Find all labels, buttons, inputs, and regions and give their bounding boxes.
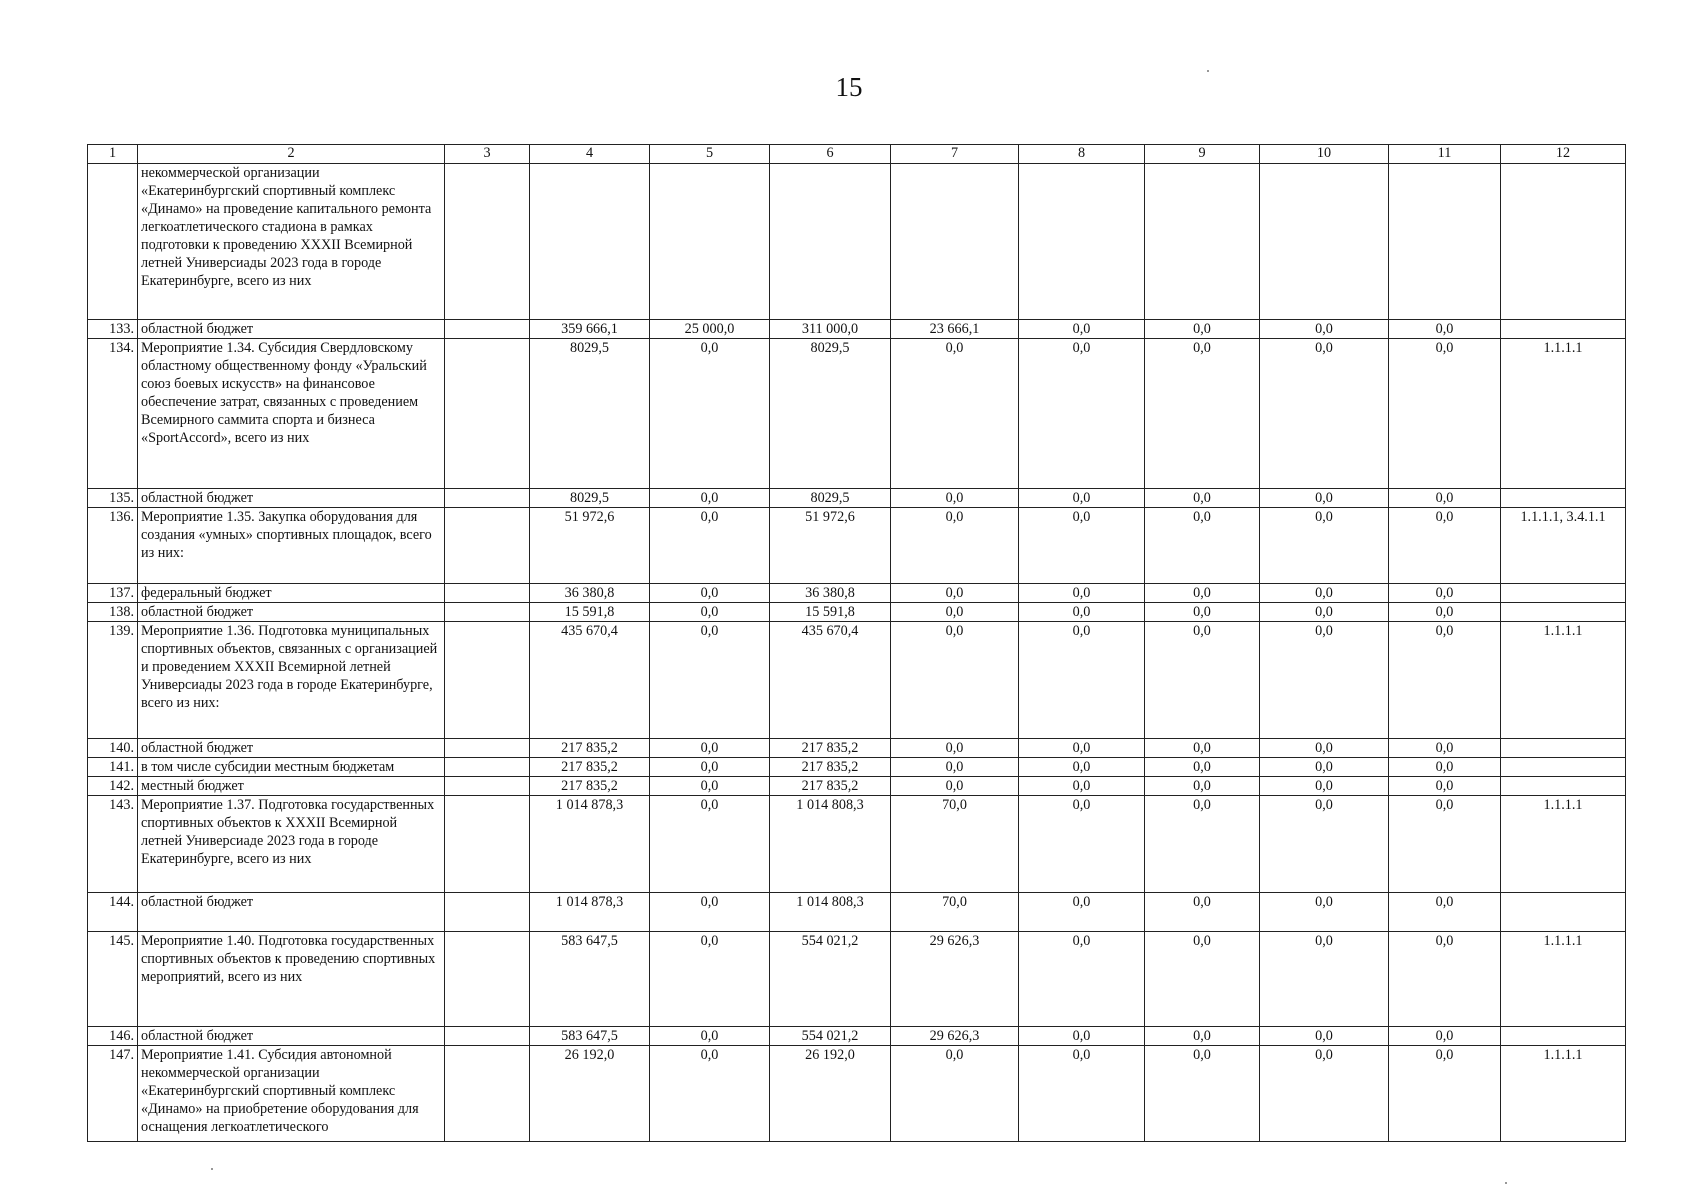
item-name-cell: областной бюджет — [138, 320, 445, 339]
year-2025-cell: 0,0 — [1389, 739, 1501, 758]
total-cell: 1 014 878,3 — [530, 796, 650, 893]
target-ref-cell: 1.1.1.1 — [1501, 1046, 1626, 1142]
header-cell: 4 — [530, 145, 650, 164]
year-2023-cell: 0,0 — [1145, 339, 1260, 489]
table-row — [88, 320, 1626, 339]
row-number-cell: 137. — [88, 584, 138, 603]
header-cell: 11 — [1389, 145, 1501, 164]
year-2022-cell: 0,0 — [1019, 758, 1145, 777]
year-2023-cell: 0,0 — [1145, 739, 1260, 758]
year-2019-cell: 0,0 — [650, 777, 770, 796]
year-2025-cell: 0,0 — [1389, 758, 1501, 777]
year-2021-cell: 0,0 — [891, 489, 1019, 508]
item-name-cell: Мероприятие 1.41. Субсидия автономной некоммерческой организации «Екатеринбургский спортивный комплекс «Динамо» на приобретение оборудования для оснащения легкоатлетического — [138, 1046, 445, 1142]
year-2019-cell: 0,0 — [650, 603, 770, 622]
year-2020-cell: 217 835,2 — [770, 758, 891, 777]
header-cell: 2 — [138, 145, 445, 164]
row-number-cell: 147. — [88, 1046, 138, 1142]
scan-speck — [1207, 70, 1209, 72]
col3-cell — [445, 622, 530, 739]
year-2019-cell: 0,0 — [650, 796, 770, 893]
year-2021-cell: 0,0 — [891, 758, 1019, 777]
target-ref-cell — [1501, 893, 1626, 932]
col3-cell — [445, 739, 530, 758]
year-2019-cell — [650, 164, 770, 320]
year-2024-cell — [1260, 164, 1389, 320]
year-2021-cell — [891, 164, 1019, 320]
year-2020-cell: 8029,5 — [770, 339, 891, 489]
scan-speck — [1505, 1182, 1507, 1184]
year-2020-cell: 1 014 808,3 — [770, 893, 891, 932]
table-row — [88, 777, 1626, 796]
total-cell: 583 647,5 — [530, 1027, 650, 1046]
item-name-cell: федеральный бюджет — [138, 584, 445, 603]
year-2023-cell: 0,0 — [1145, 1027, 1260, 1046]
year-2024-cell: 0,0 — [1260, 758, 1389, 777]
year-2025-cell: 0,0 — [1389, 1046, 1501, 1142]
header-cell: 12 — [1501, 145, 1626, 164]
year-2022-cell: 0,0 — [1019, 489, 1145, 508]
year-2020-cell: 217 835,2 — [770, 739, 891, 758]
total-cell: 583 647,5 — [530, 932, 650, 1027]
year-2020-cell: 36 380,8 — [770, 584, 891, 603]
year-2021-cell: 0,0 — [891, 584, 1019, 603]
table-row — [88, 1046, 1626, 1142]
year-2023-cell: 0,0 — [1145, 1046, 1260, 1142]
year-2025-cell — [1389, 164, 1501, 320]
target-ref-cell — [1501, 603, 1626, 622]
total-cell: 359 666,1 — [530, 320, 650, 339]
year-2022-cell: 0,0 — [1019, 584, 1145, 603]
header-cell: 10 — [1260, 145, 1389, 164]
year-2022-cell: 0,0 — [1019, 777, 1145, 796]
total-cell: 8029,5 — [530, 489, 650, 508]
year-2020-cell: 15 591,8 — [770, 603, 891, 622]
item-name-cell: областной бюджет — [138, 1027, 445, 1046]
table-row — [88, 584, 1626, 603]
total-cell: 15 591,8 — [530, 603, 650, 622]
item-name-cell: Мероприятие 1.34. Субсидия Свердловскому областному общественному фонду «Уральский союз боевых искусств» на финансовое обеспечение затрат, связанных с проведением Всемирного саммита спорта и бизнеса «SportAccord», всего из них — [138, 339, 445, 489]
table-row — [88, 622, 1626, 739]
item-name-cell: Мероприятие 1.35. Закупка оборудования для создания «умных» спортивных площадок, всего из них: — [138, 508, 445, 584]
year-2019-cell: 0,0 — [650, 339, 770, 489]
target-ref-cell — [1501, 777, 1626, 796]
year-2020-cell: 217 835,2 — [770, 777, 891, 796]
year-2023-cell: 0,0 — [1145, 489, 1260, 508]
row-number-cell: 146. — [88, 1027, 138, 1046]
table-row — [88, 339, 1626, 489]
header-cell: 7 — [891, 145, 1019, 164]
year-2021-cell: 0,0 — [891, 603, 1019, 622]
item-name-cell: областной бюджет — [138, 489, 445, 508]
year-2022-cell: 0,0 — [1019, 893, 1145, 932]
year-2019-cell: 0,0 — [650, 1027, 770, 1046]
target-ref-cell — [1501, 1027, 1626, 1046]
year-2024-cell: 0,0 — [1260, 1046, 1389, 1142]
year-2024-cell: 0,0 — [1260, 339, 1389, 489]
row-number-cell: 139. — [88, 622, 138, 739]
year-2020-cell: 311 000,0 — [770, 320, 891, 339]
year-2020-cell: 1 014 808,3 — [770, 796, 891, 893]
item-name-cell: некоммерческой организации «Екатеринбургский спортивный комплекс «Динамо» на проведение капитального ремонта легкоатлетического стадиона в рамках подготовки к проведению XXXII Всемирной летней Универсиады 2023 года в городе Екатеринбурге, всего из них — [138, 164, 445, 320]
row-number-cell: 143. — [88, 796, 138, 893]
col3-cell — [445, 1027, 530, 1046]
year-2021-cell: 0,0 — [891, 1046, 1019, 1142]
row-number-cell: 141. — [88, 758, 138, 777]
col3-cell — [445, 796, 530, 893]
item-name-cell: Мероприятие 1.40. Подготовка государственных спортивных объектов к проведению спортивных мероприятий, всего из них — [138, 932, 445, 1027]
year-2022-cell: 0,0 — [1019, 1046, 1145, 1142]
header-cell: 3 — [445, 145, 530, 164]
page-number: 15 — [835, 72, 863, 102]
target-ref-cell — [1501, 320, 1626, 339]
year-2023-cell: 0,0 — [1145, 796, 1260, 893]
table-body — [88, 145, 1626, 1142]
total-cell: 1 014 878,3 — [530, 893, 650, 932]
col3-cell — [445, 1046, 530, 1142]
year-2022-cell: 0,0 — [1019, 320, 1145, 339]
col3-cell — [445, 489, 530, 508]
year-2021-cell: 29 626,3 — [891, 1027, 1019, 1046]
col3-cell — [445, 603, 530, 622]
year-2021-cell: 0,0 — [891, 777, 1019, 796]
year-2025-cell: 0,0 — [1389, 320, 1501, 339]
target-ref-cell: 1.1.1.1 — [1501, 622, 1626, 739]
row-number-cell: 138. — [88, 603, 138, 622]
year-2023-cell: 0,0 — [1145, 893, 1260, 932]
year-2022-cell: 0,0 — [1019, 1027, 1145, 1046]
total-cell: 26 192,0 — [530, 1046, 650, 1142]
header-cell: 8 — [1019, 145, 1145, 164]
year-2023-cell — [1145, 164, 1260, 320]
year-2021-cell: 23 666,1 — [891, 320, 1019, 339]
item-name-cell: Мероприятие 1.37. Подготовка государственных спортивных объектов к XXXII Всемирной летней Универсиаде 2023 года в городе Екатеринбурге, всего из них — [138, 796, 445, 893]
year-2023-cell: 0,0 — [1145, 758, 1260, 777]
year-2021-cell: 0,0 — [891, 508, 1019, 584]
table-row — [88, 758, 1626, 777]
col3-cell — [445, 584, 530, 603]
year-2022-cell: 0,0 — [1019, 932, 1145, 1027]
header-row — [88, 145, 1626, 164]
year-2019-cell: 25 000,0 — [650, 320, 770, 339]
year-2024-cell: 0,0 — [1260, 777, 1389, 796]
year-2025-cell: 0,0 — [1389, 932, 1501, 1027]
year-2024-cell: 0,0 — [1260, 320, 1389, 339]
year-2020-cell: 554 021,2 — [770, 1027, 891, 1046]
item-name-cell: в том числе субсидии местным бюджетам — [138, 758, 445, 777]
total-cell: 51 972,6 — [530, 508, 650, 584]
target-ref-cell — [1501, 584, 1626, 603]
year-2024-cell: 0,0 — [1260, 584, 1389, 603]
year-2021-cell: 0,0 — [891, 339, 1019, 489]
year-2019-cell: 0,0 — [650, 758, 770, 777]
table-row — [88, 508, 1626, 584]
item-name-cell: местный бюджет — [138, 777, 445, 796]
target-ref-cell — [1501, 164, 1626, 320]
year-2025-cell: 0,0 — [1389, 339, 1501, 489]
year-2021-cell: 70,0 — [891, 893, 1019, 932]
year-2022-cell: 0,0 — [1019, 508, 1145, 584]
col3-cell — [445, 932, 530, 1027]
col3-cell — [445, 164, 530, 320]
target-ref-cell: 1.1.1.1 — [1501, 796, 1626, 893]
target-ref-cell: 1.1.1.1 — [1501, 932, 1626, 1027]
year-2025-cell: 0,0 — [1389, 508, 1501, 584]
row-number-cell: 140. — [88, 739, 138, 758]
col3-cell — [445, 777, 530, 796]
scan-speck — [211, 1168, 213, 1170]
col3-cell — [445, 339, 530, 489]
row-number-cell: 144. — [88, 893, 138, 932]
year-2025-cell: 0,0 — [1389, 1027, 1501, 1046]
year-2023-cell: 0,0 — [1145, 603, 1260, 622]
year-2024-cell: 0,0 — [1260, 893, 1389, 932]
row-number-cell: 135. — [88, 489, 138, 508]
item-name-cell: Мероприятие 1.36. Подготовка муниципальных спортивных объектов, связанных с организацией и проведением XXXII Всемирной летней Универсиады 2023 года в городе Екатеринбурге, всего из них: — [138, 622, 445, 739]
total-cell: 435 670,4 — [530, 622, 650, 739]
year-2019-cell: 0,0 — [650, 932, 770, 1027]
year-2019-cell: 0,0 — [650, 508, 770, 584]
year-2021-cell: 0,0 — [891, 739, 1019, 758]
year-2020-cell: 8029,5 — [770, 489, 891, 508]
year-2024-cell: 0,0 — [1260, 508, 1389, 584]
year-2025-cell: 0,0 — [1389, 622, 1501, 739]
row-number-cell: 145. — [88, 932, 138, 1027]
row-number-cell: 133. — [88, 320, 138, 339]
year-2021-cell: 70,0 — [891, 796, 1019, 893]
row-number-cell: 142. — [88, 777, 138, 796]
total-cell: 8029,5 — [530, 339, 650, 489]
table-row — [88, 1027, 1626, 1046]
year-2023-cell: 0,0 — [1145, 584, 1260, 603]
year-2024-cell: 0,0 — [1260, 489, 1389, 508]
year-2025-cell: 0,0 — [1389, 489, 1501, 508]
total-cell: 217 835,2 — [530, 739, 650, 758]
year-2019-cell: 0,0 — [650, 739, 770, 758]
year-2022-cell: 0,0 — [1019, 339, 1145, 489]
year-2025-cell: 0,0 — [1389, 893, 1501, 932]
total-cell: 217 835,2 — [530, 777, 650, 796]
year-2019-cell: 0,0 — [650, 489, 770, 508]
year-2020-cell: 51 972,6 — [770, 508, 891, 584]
header-cell: 6 — [770, 145, 891, 164]
table-row — [88, 893, 1626, 932]
year-2021-cell: 29 626,3 — [891, 932, 1019, 1027]
year-2023-cell: 0,0 — [1145, 777, 1260, 796]
total-cell: 36 380,8 — [530, 584, 650, 603]
year-2024-cell: 0,0 — [1260, 932, 1389, 1027]
year-2024-cell: 0,0 — [1260, 1027, 1389, 1046]
item-name-cell: областной бюджет — [138, 893, 445, 932]
row-number-cell: 136. — [88, 508, 138, 584]
year-2022-cell: 0,0 — [1019, 796, 1145, 893]
year-2019-cell: 0,0 — [650, 584, 770, 603]
header-cell: 5 — [650, 145, 770, 164]
header-cell: 1 — [88, 145, 138, 164]
year-2022-cell — [1019, 164, 1145, 320]
year-2025-cell: 0,0 — [1389, 796, 1501, 893]
year-2020-cell: 554 021,2 — [770, 932, 891, 1027]
year-2023-cell: 0,0 — [1145, 932, 1260, 1027]
target-ref-cell: 1.1.1.1, 3.4.1.1 — [1501, 508, 1626, 584]
year-2024-cell: 0,0 — [1260, 603, 1389, 622]
target-ref-cell: 1.1.1.1 — [1501, 339, 1626, 489]
year-2020-cell — [770, 164, 891, 320]
item-name-cell: областной бюджет — [138, 739, 445, 758]
year-2024-cell: 0,0 — [1260, 622, 1389, 739]
item-name-cell: областной бюджет — [138, 603, 445, 622]
table-row — [88, 489, 1626, 508]
year-2022-cell: 0,0 — [1019, 739, 1145, 758]
year-2023-cell: 0,0 — [1145, 320, 1260, 339]
total-cell: 217 835,2 — [530, 758, 650, 777]
budget-table — [87, 144, 1626, 1142]
year-2023-cell: 0,0 — [1145, 622, 1260, 739]
year-2024-cell: 0,0 — [1260, 796, 1389, 893]
year-2021-cell: 0,0 — [891, 622, 1019, 739]
year-2019-cell: 0,0 — [650, 622, 770, 739]
year-2025-cell: 0,0 — [1389, 603, 1501, 622]
year-2020-cell: 435 670,4 — [770, 622, 891, 739]
col3-cell — [445, 893, 530, 932]
year-2020-cell: 26 192,0 — [770, 1046, 891, 1142]
table-row — [88, 164, 1626, 320]
target-ref-cell — [1501, 489, 1626, 508]
table-row — [88, 603, 1626, 622]
table-row — [88, 932, 1626, 1027]
year-2025-cell: 0,0 — [1389, 777, 1501, 796]
col3-cell — [445, 758, 530, 777]
row-number-cell — [88, 164, 138, 320]
year-2023-cell: 0,0 — [1145, 508, 1260, 584]
target-ref-cell — [1501, 758, 1626, 777]
header-cell: 9 — [1145, 145, 1260, 164]
row-number-cell: 134. — [88, 339, 138, 489]
table-row — [88, 739, 1626, 758]
year-2025-cell: 0,0 — [1389, 584, 1501, 603]
total-cell — [530, 164, 650, 320]
col3-cell — [445, 508, 530, 584]
year-2019-cell: 0,0 — [650, 1046, 770, 1142]
year-2022-cell: 0,0 — [1019, 603, 1145, 622]
year-2019-cell: 0,0 — [650, 893, 770, 932]
year-2024-cell: 0,0 — [1260, 739, 1389, 758]
year-2022-cell: 0,0 — [1019, 622, 1145, 739]
target-ref-cell — [1501, 739, 1626, 758]
table-row — [88, 796, 1626, 893]
col3-cell — [445, 320, 530, 339]
